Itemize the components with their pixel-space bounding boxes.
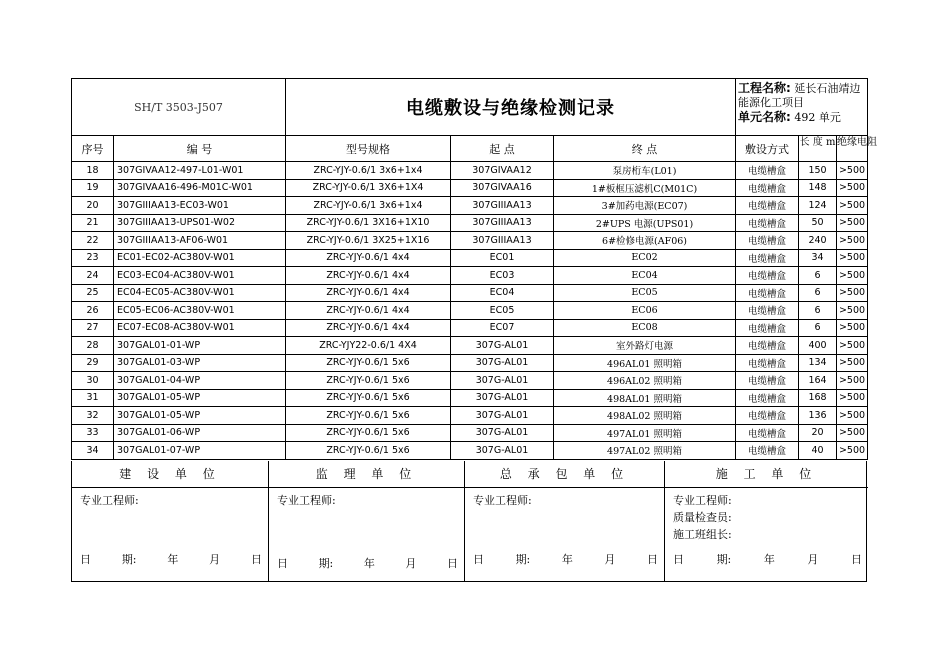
cell-insulation: >500 (837, 442, 868, 460)
cell-model: ZRC-YJY-0.6/1 5x6 (286, 372, 451, 390)
signature-line: 专业工程师: (277, 494, 336, 507)
cell-from: 307GIVAA12 (451, 162, 554, 180)
cell-to: EC02 (554, 249, 736, 267)
cell-method: 电缆槽盒 (736, 407, 799, 425)
cell-method: 电缆槽盒 (736, 249, 799, 267)
cell-length: 6 (799, 284, 837, 302)
cell-length: 6 (799, 302, 837, 320)
cell-method: 电缆槽盒 (736, 302, 799, 320)
cell-code: 307GAL01-05-WP (114, 407, 286, 425)
cell-seq: 31 (72, 389, 114, 407)
cell-code: 307GAL01-07-WP (114, 442, 286, 460)
date-part: 日 (646, 553, 658, 566)
cell-from: 307G-AL01 (451, 337, 554, 355)
date-part: 日 (277, 557, 288, 570)
signature-party-title: 施 工 单 位 (665, 461, 868, 488)
cell-method: 电缆槽盒 (736, 214, 799, 232)
cell-seq: 26 (72, 302, 114, 320)
project-info (736, 79, 868, 136)
cell-code: 307GAL01-01-WP (114, 337, 286, 355)
table-row (72, 442, 868, 460)
cell-code: 307GIIIAA13-EC03-W01 (114, 197, 286, 215)
cell-code: 307GIIIAA13-AF06-W01 (114, 232, 286, 250)
cell-code: 307GAL01-06-WP (114, 424, 286, 442)
cell-model: ZRC-YJY-0.6/1 5x6 (286, 407, 451, 425)
cell-from: 307G-AL01 (451, 424, 554, 442)
table-row (72, 319, 868, 337)
cell-from: EC01 (451, 249, 554, 267)
cell-to: 498AL01 照明箱 (554, 389, 736, 407)
signature-line: 施工班组长: (673, 528, 732, 541)
cell-model: ZRC-YJY-0.6/1 4x4 (286, 267, 451, 285)
table-row (72, 354, 868, 372)
table-row (72, 179, 868, 197)
table-row (72, 337, 868, 355)
date-part: 日 (673, 553, 684, 566)
cell-seq: 34 (72, 442, 114, 460)
cell-code: EC05-EC06-AC380V-W01 (114, 302, 286, 320)
record-sheet (71, 78, 878, 460)
cell-insulation: >500 (837, 249, 868, 267)
cell-model: ZRC-YJY-0.6/1 4x4 (286, 319, 451, 337)
cell-to: 497AL01 照明箱 (554, 424, 736, 442)
signature-party-title: 总 承 包 单 位 (465, 461, 664, 488)
cell-seq: 30 (72, 372, 114, 390)
signature-line: 专业工程师: (673, 494, 732, 507)
cell-to: 泵房桁车(L01) (554, 162, 736, 180)
col-seq: 序号 (72, 136, 114, 162)
table-row (72, 214, 868, 232)
signature-date (277, 555, 458, 571)
cell-method: 电缆槽盒 (736, 162, 799, 180)
signature-date (673, 551, 862, 567)
col-method: 敷设方式 (736, 136, 799, 162)
cell-length: 20 (799, 424, 837, 442)
cell-method: 电缆槽盒 (736, 424, 799, 442)
unit-label: 单元名称: (738, 110, 791, 124)
date-part: 日 (473, 553, 484, 566)
cell-seq: 29 (72, 354, 114, 372)
cell-length: 50 (799, 214, 837, 232)
cell-length: 6 (799, 319, 837, 337)
table-row (72, 424, 868, 442)
cell-to: 室外路灯电源 (554, 337, 736, 355)
signature-date (473, 551, 658, 567)
cell-from: 307G-AL01 (451, 442, 554, 460)
cell-length: 168 (799, 389, 837, 407)
cell-length: 164 (799, 372, 837, 390)
cell-to: EC06 (554, 302, 736, 320)
cell-insulation: >500 (837, 424, 868, 442)
date-part: 期: (515, 553, 531, 566)
cell-method: 电缆槽盒 (736, 179, 799, 197)
cell-insulation: >500 (837, 162, 868, 180)
cell-seq: 18 (72, 162, 114, 180)
cell-from: 307GIIIAA13 (451, 232, 554, 250)
cell-method: 电缆槽盒 (736, 442, 799, 460)
cell-length: 6 (799, 267, 837, 285)
signature-party-title: 监 理 单 位 (269, 461, 464, 488)
cell-insulation: >500 (837, 267, 868, 285)
cell-code: 307GIVAA12-497-L01-W01 (114, 162, 286, 180)
date-part: 年 (363, 557, 375, 570)
date-part: 年 (763, 553, 775, 566)
cell-from: EC03 (451, 267, 554, 285)
cell-code: EC01-EC02-AC380V-W01 (114, 249, 286, 267)
cell-model: ZRC-YJY-0.6/1 3X16+1X10 (286, 214, 451, 232)
date-part: 月 (807, 553, 819, 566)
col-to: 终 点 (554, 136, 736, 162)
cell-code: 307GIVAA16-496-M01C-W01 (114, 179, 286, 197)
cell-method: 电缆槽盒 (736, 389, 799, 407)
table-row (72, 407, 868, 425)
signature-block (71, 461, 867, 582)
cell-model: ZRC-YJY-0.6/1 4x4 (286, 284, 451, 302)
cell-from: 307GIIIAA13 (451, 197, 554, 215)
standard-code: SH/T 3503-J507 (72, 79, 286, 136)
cell-model: ZRC-YJY22-0.6/1 4X4 (286, 337, 451, 355)
cell-code: 307GAL01-05-WP (114, 389, 286, 407)
date-part: 月 (405, 557, 417, 570)
cell-insulation: >500 (837, 372, 868, 390)
cell-method: 电缆槽盒 (736, 372, 799, 390)
cell-model: ZRC-YJY-0.6/1 3X25+1X16 (286, 232, 451, 250)
cell-model: ZRC-YJY-0.6/1 5x6 (286, 424, 451, 442)
column-header-row (72, 136, 868, 162)
cell-insulation: >500 (837, 319, 868, 337)
cell-model: ZRC-YJY-0.6/1 3X6+1X4 (286, 179, 451, 197)
signature-line: 质量检查员: (673, 511, 732, 524)
cell-model: ZRC-YJY-0.6/1 5x6 (286, 389, 451, 407)
date-part: 日 (80, 553, 91, 566)
cell-from: 307G-AL01 (451, 407, 554, 425)
table-row (72, 197, 868, 215)
signature-line: 专业工程师: (80, 494, 139, 507)
cell-insulation: >500 (837, 302, 868, 320)
table-row (72, 162, 868, 180)
cell-length: 136 (799, 407, 837, 425)
cell-insulation: >500 (837, 354, 868, 372)
date-part: 年 (561, 553, 573, 566)
table-row (72, 249, 868, 267)
table-row (72, 284, 868, 302)
cable-record-table (71, 78, 878, 460)
cell-to: 498AL02 照明箱 (554, 407, 736, 425)
cell-insulation: >500 (837, 179, 868, 197)
cell-model: ZRC-YJY-0.6/1 3x6+1x4 (286, 197, 451, 215)
date-part: 日 (250, 553, 262, 566)
cell-seq: 20 (72, 197, 114, 215)
cell-length: 240 (799, 232, 837, 250)
date-part: 期: (121, 553, 137, 566)
cell-length: 134 (799, 354, 837, 372)
date-part: 期: (716, 553, 732, 566)
signature-column (665, 461, 868, 581)
signature-column (72, 461, 269, 581)
cell-seq: 19 (72, 179, 114, 197)
cell-method: 电缆槽盒 (736, 319, 799, 337)
date-part: 日 (446, 557, 458, 570)
cell-to: 2#UPS 电源(UPS01) (554, 214, 736, 232)
cell-seq: 25 (72, 284, 114, 302)
cell-model: ZRC-YJY-0.6/1 4x4 (286, 302, 451, 320)
col-from: 起 点 (451, 136, 554, 162)
cell-seq: 32 (72, 407, 114, 425)
cell-length: 34 (799, 249, 837, 267)
cell-to: EC04 (554, 267, 736, 285)
cell-to: 496AL01 照明箱 (554, 354, 736, 372)
header-row (72, 79, 868, 136)
table-row (72, 389, 868, 407)
signature-column (269, 461, 465, 581)
col-insulation: 绝缘电阻 (837, 136, 868, 162)
cell-insulation: >500 (837, 197, 868, 215)
cell-code: EC03-EC04-AC380V-W01 (114, 267, 286, 285)
date-part: 月 (209, 553, 221, 566)
cell-to: 1#板框压滤机C(M01C) (554, 179, 736, 197)
date-part: 期: (318, 557, 334, 570)
cell-method: 电缆槽盒 (736, 197, 799, 215)
cell-code: EC04-EC05-AC380V-W01 (114, 284, 286, 302)
cell-seq: 27 (72, 319, 114, 337)
cell-from: EC07 (451, 319, 554, 337)
cell-from: 307GIVAA16 (451, 179, 554, 197)
cell-to: 496AL02 照明箱 (554, 372, 736, 390)
unit-value: 492 单元 (794, 111, 841, 124)
signature-date (80, 551, 262, 567)
col-code: 编 号 (114, 136, 286, 162)
date-part: 日 (850, 553, 862, 566)
col-length: 长 度 m (799, 136, 837, 162)
cell-length: 124 (799, 197, 837, 215)
date-part: 月 (604, 553, 616, 566)
cell-insulation: >500 (837, 389, 868, 407)
project-value: 延长石油靖边能源化工项目 (738, 82, 861, 109)
cell-insulation: >500 (837, 337, 868, 355)
cell-to: 6#检修电源(AF06) (554, 232, 736, 250)
cell-seq: 22 (72, 232, 114, 250)
cell-method: 电缆槽盒 (736, 354, 799, 372)
cell-from: 307GIIIAA13 (451, 214, 554, 232)
cell-to: 497AL02 照明箱 (554, 442, 736, 460)
cell-model: ZRC-YJY-0.6/1 5x6 (286, 442, 451, 460)
date-part: 年 (167, 553, 179, 566)
table-body (72, 162, 868, 460)
cell-seq: 21 (72, 214, 114, 232)
cell-to: 3#加药电源(EC07) (554, 197, 736, 215)
cell-length: 150 (799, 162, 837, 180)
cell-code: 307GAL01-04-WP (114, 372, 286, 390)
cell-insulation: >500 (837, 232, 868, 250)
cell-from: EC04 (451, 284, 554, 302)
cell-model: ZRC-YJY-0.6/1 4x4 (286, 249, 451, 267)
cell-seq: 28 (72, 337, 114, 355)
cell-seq: 33 (72, 424, 114, 442)
cell-model: ZRC-YJY-0.6/1 5x6 (286, 354, 451, 372)
cell-seq: 23 (72, 249, 114, 267)
cell-method: 电缆槽盒 (736, 232, 799, 250)
cell-method: 电缆槽盒 (736, 337, 799, 355)
cell-length: 148 (799, 179, 837, 197)
signature-column (465, 461, 665, 581)
cell-insulation: >500 (837, 284, 868, 302)
cell-insulation: >500 (837, 407, 868, 425)
cell-method: 电缆槽盒 (736, 267, 799, 285)
table-row (72, 372, 868, 390)
cell-model: ZRC-YJY-0.6/1 3x6+1x4 (286, 162, 451, 180)
cell-to: EC08 (554, 319, 736, 337)
table-row (72, 232, 868, 250)
cell-from: 307G-AL01 (451, 372, 554, 390)
project-label: 工程名称: (738, 81, 791, 95)
page-title: 电缆敷设与绝缘检测记录 (286, 79, 736, 136)
cell-code: 307GAL01-03-WP (114, 354, 286, 372)
cell-code: EC07-EC08-AC380V-W01 (114, 319, 286, 337)
col-model: 型号规格 (286, 136, 451, 162)
cell-from: 307G-AL01 (451, 354, 554, 372)
table-row (72, 302, 868, 320)
cell-from: 307G-AL01 (451, 389, 554, 407)
cell-code: 307GIIIAA13-UPS01-W02 (114, 214, 286, 232)
cell-to: EC05 (554, 284, 736, 302)
cell-insulation: >500 (837, 214, 868, 232)
cell-length: 40 (799, 442, 837, 460)
cell-seq: 24 (72, 267, 114, 285)
table-row (72, 267, 868, 285)
cell-length: 400 (799, 337, 837, 355)
cell-method: 电缆槽盒 (736, 284, 799, 302)
signature-line: 专业工程师: (473, 494, 532, 507)
signature-party-title: 建 设 单 位 (72, 461, 268, 488)
cell-from: EC05 (451, 302, 554, 320)
